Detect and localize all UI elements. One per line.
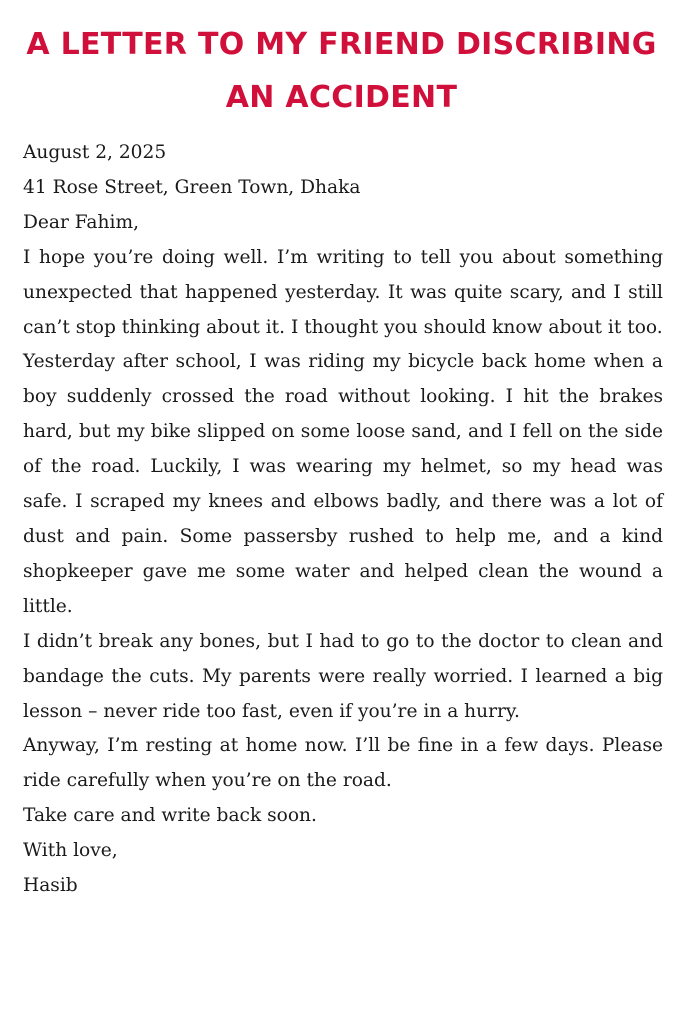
letter-paragraph: Anyway, I’m resting at home now. I’ll be fine in a few days. Please ride carefully when you’re on the road. [23, 735, 663, 792]
letter-address: 41 Rose Street, Green Town, Dhaka [23, 176, 361, 198]
letter-salutation: Dear Fahim, [23, 211, 139, 233]
page-title: A LETTER TO MY FRIEND DISCRIBING AN ACCIDENT [26, 27, 657, 115]
letter-paragraph: I hope you’re doing well. I’m writing to tell you about something unexpected that happened yesterday. It was quite scary, and I still can’t stop thinking about it. I thought you should know about it too. [23, 246, 663, 338]
letter-closing-line: Take care and write back soon. [23, 805, 317, 827]
letter-signature: Hasib [23, 875, 78, 897]
letter-paragraph: Yesterday after school, I was riding my bicycle back home when a boy suddenly crossed the road without looking. I hit the brakes hard, but my bike slipped on some loose sand, and I fell on the side of the road. Luckily, I was wearing my helmet, so my head was safe. I scraped my knees and elbows badly, and there was a lot of dust and pain. Some passersby rushed to help me, and a kind shopkeeper gave me some water and helped clean the wound a little. [23, 351, 663, 617]
letter-sign-off: With love, [23, 840, 118, 862]
letter-date: August 2, 2025 [23, 142, 167, 163]
letter-body [23, 136, 663, 904]
letter-paragraph: I didn’t break any bones, but I had to go to the doctor to clean and bandage the cuts. My parents were really worried. I learned a big lesson – never ride too fast, even if you’re in a hurry. [23, 630, 663, 722]
